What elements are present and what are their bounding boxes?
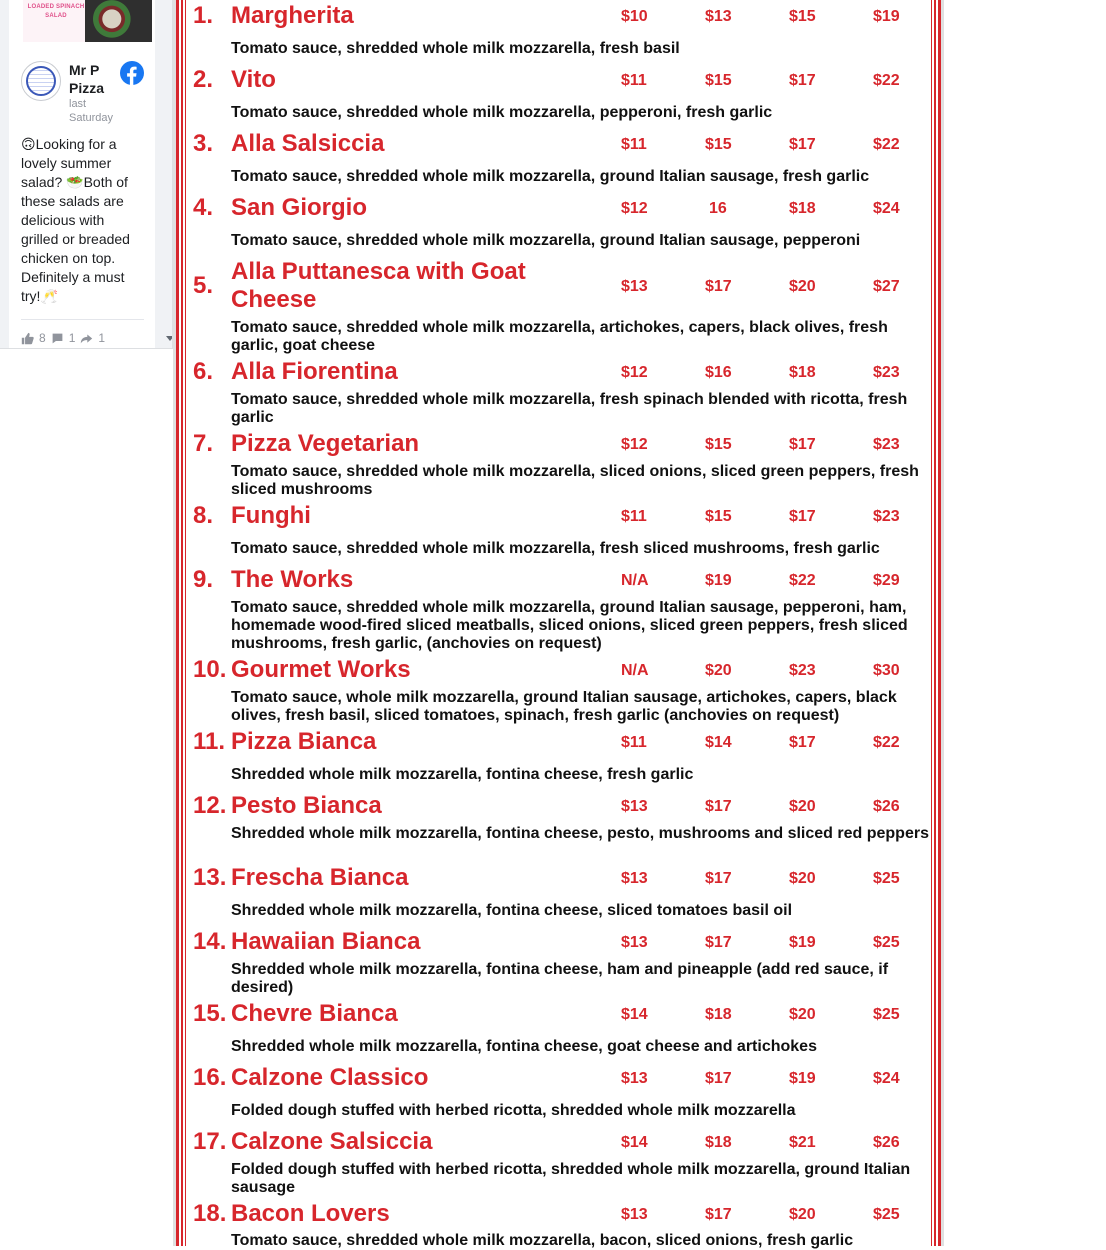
like-count: 8: [39, 331, 46, 345]
menu-item-name: The Works: [231, 566, 354, 593]
menu-item-number: 4.: [193, 194, 214, 221]
menu-item-price: $22: [873, 136, 900, 153]
menu-item-price: $19: [789, 1070, 816, 1087]
menu-item-description: Shredded whole milk mozzarella, fontina cheese, ham and pineapple (add red sauce, if desired): [231, 961, 889, 996]
menu-item-price: $17: [789, 734, 816, 751]
menu-item-description: Tomato sauce, whole milk mozzarella, ground Italian sausage, artichokes, capers, black olives, fresh basil, sliced tomatoes, spinach, fresh garlic (anchovies on request): [231, 689, 897, 724]
menu-item-number: 9.: [193, 566, 214, 593]
menu-item-name: Alla Puttanesca with Goat Cheese: [231, 258, 526, 313]
post-reactions-bar: [21, 331, 105, 345]
menu-item-description: Tomato sauce, shredded whole milk mozzarella, bacon, sliced onions, fresh garlic: [231, 1232, 854, 1249]
menu-item-number: 5.: [193, 272, 214, 299]
menu-item-description: Tomato sauce, shredded whole milk mozzarella, ground Italian sausage, fresh garlic: [231, 168, 870, 185]
post-text: 🙃Looking for a lovely summer salad? 🥗Both of these salads are delicious with grilled or breaded chicken on top. Definitely a must try!🥂: [21, 136, 130, 304]
menu-item-description: Tomato sauce, shredded whole milk mozzarella, ground Italian sausage, pepperoni, ham, homemade wood-fired sliced meatballs, sliced onions, sliced green peppers, fresh sliced mushrooms, fresh garlic, (anchovies on request): [231, 599, 908, 652]
menu-item-price: $23: [873, 364, 900, 381]
menu-item-price: $19: [789, 934, 816, 951]
menu-item-price: $10: [621, 8, 648, 25]
menu-item-price: $14: [621, 1006, 648, 1023]
menu-item-price: $30: [873, 662, 900, 679]
menu-item-description: Shredded whole milk mozzarella, fontina cheese, goat cheese and artichokes: [231, 1038, 817, 1055]
avatar[interactable]: [21, 61, 61, 101]
menu-item-number: 6.: [193, 358, 214, 385]
menu-items-list: [186, 0, 931, 1249]
menu-item-price: $13: [621, 798, 648, 815]
menu-item-price: $13: [621, 1206, 648, 1223]
menu-item-description: Shredded whole milk mozzarella, fontina cheese, pesto, mushrooms and sliced red peppers: [231, 825, 929, 842]
menu-item-name: Alla Salsiccia: [231, 130, 385, 157]
menu-item-price: $17: [789, 508, 816, 525]
menu-item-price: $20: [789, 798, 816, 815]
menu-item-price: $22: [873, 72, 900, 89]
menu-item-number: 18.: [193, 1200, 227, 1227]
menu-item-name: Hawaiian Bianca: [231, 928, 421, 955]
menu-item-price: $12: [621, 436, 648, 453]
menu-item-price: $18: [789, 200, 816, 217]
menu-item-price: $22: [789, 572, 816, 589]
facebook-logo-icon[interactable]: [120, 61, 144, 85]
menu-item-number: 14.: [193, 928, 227, 955]
menu-item-price: $13: [621, 934, 648, 951]
menu-item-description: Shredded whole milk mozzarella, fontina cheese, fresh garlic: [231, 766, 694, 783]
menu-item-price: $15: [705, 436, 732, 453]
menu-item-price: $23: [789, 662, 816, 679]
menu-item-price: $16: [705, 364, 732, 381]
menu-item-price: N/A: [621, 662, 649, 679]
menu-item-number: 17.: [193, 1128, 227, 1155]
menu-item-name: San Giorgio: [231, 194, 368, 221]
facebook-page-widget: [0, 0, 173, 349]
menu-item-description: Shredded whole milk mozzarella, fontina cheese, sliced tomatoes basil oil: [231, 902, 793, 919]
menu-item-name: Vito: [231, 66, 276, 93]
post-image-spinach-salad[interactable]: LOADED SPINACH SALAD: [23, 0, 89, 42]
menu-item-price: $21: [789, 1134, 816, 1151]
menu-item-name: Bacon Lovers: [231, 1200, 390, 1227]
menu-item-price: $11: [621, 508, 647, 525]
menu-item-price: $15: [705, 136, 732, 153]
share-icon[interactable]: [80, 332, 93, 345]
menu-item-price: $13: [621, 278, 648, 295]
menu-item-number: 1.: [193, 2, 214, 29]
menu-item-price: $15: [705, 508, 732, 525]
menu-item-description: Tomato sauce, shredded whole milk mozzarella, artichokes, capers, black olives, fresh garlic, goat cheese: [231, 319, 888, 354]
menu-item-price: $25: [873, 870, 900, 887]
menu-item-price: $15: [789, 8, 816, 25]
menu-item-price: $13: [621, 870, 648, 887]
menu-item-price: $14: [621, 1134, 648, 1151]
menu-item-price: $14: [705, 734, 732, 751]
menu-item-price: $15: [705, 72, 732, 89]
menu-item-price: 16: [709, 200, 727, 217]
menu-item-price: $26: [873, 798, 900, 815]
menu-item-price: $24: [873, 1070, 900, 1087]
menu-item-price: $23: [873, 508, 900, 525]
menu-item-price: $17: [705, 870, 732, 887]
menu-item-name: Calzone Salsiccia: [231, 1128, 433, 1155]
menu-item-price: $20: [789, 870, 816, 887]
menu-item-name: Calzone Classico: [231, 1064, 429, 1091]
menu-item-price: $17: [705, 798, 732, 815]
menu-item-price: $26: [873, 1134, 900, 1151]
comment-count: 1: [68, 331, 76, 345]
menu-item-price: $22: [873, 734, 900, 751]
menu-item-price: $13: [621, 1070, 648, 1087]
menu-item-name: Chevre Bianca: [231, 1000, 398, 1027]
menu-item-price: $17: [789, 72, 816, 89]
menu-item-price: $17: [705, 278, 732, 295]
menu-item-price: $20: [789, 278, 816, 295]
post-image-salad-photo[interactable]: [85, 0, 152, 42]
menu-item-price: $18: [705, 1006, 732, 1023]
menu-item-description: Tomato sauce, shredded whole milk mozzarella, sliced onions, sliced green peppers, fresh sliced mushrooms: [231, 463, 919, 498]
divider: [21, 319, 144, 320]
menu-item-price: $24: [873, 200, 900, 217]
menu-item-description: Tomato sauce, shredded whole milk mozzarella, fresh spinach blended with ricotta, fresh garlic: [231, 391, 908, 426]
menu-item-number: 11.: [193, 728, 226, 755]
like-icon[interactable]: [21, 332, 34, 345]
menu-item-price: $20: [789, 1206, 816, 1223]
menu-item-price: $18: [789, 364, 816, 381]
chevron-down-icon[interactable]: [166, 336, 173, 341]
menu-item-name: Funghi: [231, 502, 311, 529]
menu-item-description: Tomato sauce, shredded whole milk mozzarella, fresh sliced mushrooms, fresh garlic: [231, 540, 880, 557]
menu-item-name: Margherita: [231, 2, 354, 29]
menu-item-price: $20: [789, 1006, 816, 1023]
menu-item-description: Folded dough stuffed with herbed ricotta, shredded whole milk mozzarella, ground Italian sausage: [231, 1161, 911, 1196]
menu-item-number: 12.: [193, 792, 227, 819]
menu-item-price: $25: [873, 1206, 900, 1223]
comment-icon[interactable]: [51, 332, 64, 345]
menu-item-description: Folded dough stuffed with herbed ricotta, shredded whole milk mozzarella: [231, 1102, 796, 1119]
menu-item-price: $20: [705, 662, 732, 679]
menu-item-number: 10.: [193, 656, 227, 683]
menu-item-number: 15.: [193, 1000, 227, 1027]
menu-item-name: Pizza Vegetarian: [231, 430, 420, 457]
menu-item-name: Pesto Bianca: [231, 792, 382, 819]
menu-item-price: $27: [873, 278, 900, 295]
menu-item-price: $29: [873, 572, 900, 589]
menu-item-price: $25: [873, 934, 900, 951]
menu-item-number: 3.: [193, 130, 214, 157]
menu-item-name: Frescha Bianca: [231, 864, 409, 891]
menu-item-price: $17: [705, 934, 732, 951]
menu-item-price: $11: [621, 136, 647, 153]
menu-item-price: $17: [705, 1206, 732, 1223]
menu-item-price: N/A: [621, 572, 649, 589]
menu-item-name: Gourmet Works: [231, 656, 411, 683]
menu-item-name: Alla Fiorentina: [231, 358, 398, 385]
menu-item-price: $11: [621, 72, 647, 89]
menu-item-price: $19: [705, 572, 732, 589]
menu-item-price: $19: [873, 8, 900, 25]
facebook-post-card[interactable]: [9, 0, 155, 349]
menu-item-price: $17: [705, 1070, 732, 1087]
post-timestamp[interactable]: last Saturday: [69, 98, 114, 124]
menu-item-number: 2.: [193, 66, 214, 93]
menu-item-price: $17: [789, 136, 816, 153]
menu-item-number: 13.: [193, 864, 227, 891]
menu-item-price: $11: [621, 734, 647, 751]
menu-item-price: $12: [621, 200, 648, 217]
menu-item-number: 7.: [193, 430, 214, 457]
menu-item-number: 16.: [193, 1064, 227, 1091]
menu-item-description: Tomato sauce, shredded whole milk mozzarella, ground Italian sausage, pepperoni: [231, 232, 861, 249]
pizza-menu: [173, 0, 946, 1249]
menu-item-description: Tomato sauce, shredded whole milk mozzarella, fresh basil: [231, 40, 680, 57]
menu-item-price: $23: [873, 436, 900, 453]
menu-item-price: $12: [621, 364, 648, 381]
share-count: 1: [98, 331, 106, 345]
page-name-link[interactable]: Mr P Pizza: [69, 62, 105, 96]
menu-item-number: 8.: [193, 502, 214, 529]
menu-item-price: $17: [789, 436, 816, 453]
menu-item-price: $18: [705, 1134, 732, 1151]
menu-item-price: $13: [705, 8, 732, 25]
menu-item-name: Pizza Bianca: [231, 728, 377, 755]
menu-item-description: Tomato sauce, shredded whole milk mozzarella, pepperoni, fresh garlic: [231, 104, 773, 121]
menu-item-price: $25: [873, 1006, 900, 1023]
